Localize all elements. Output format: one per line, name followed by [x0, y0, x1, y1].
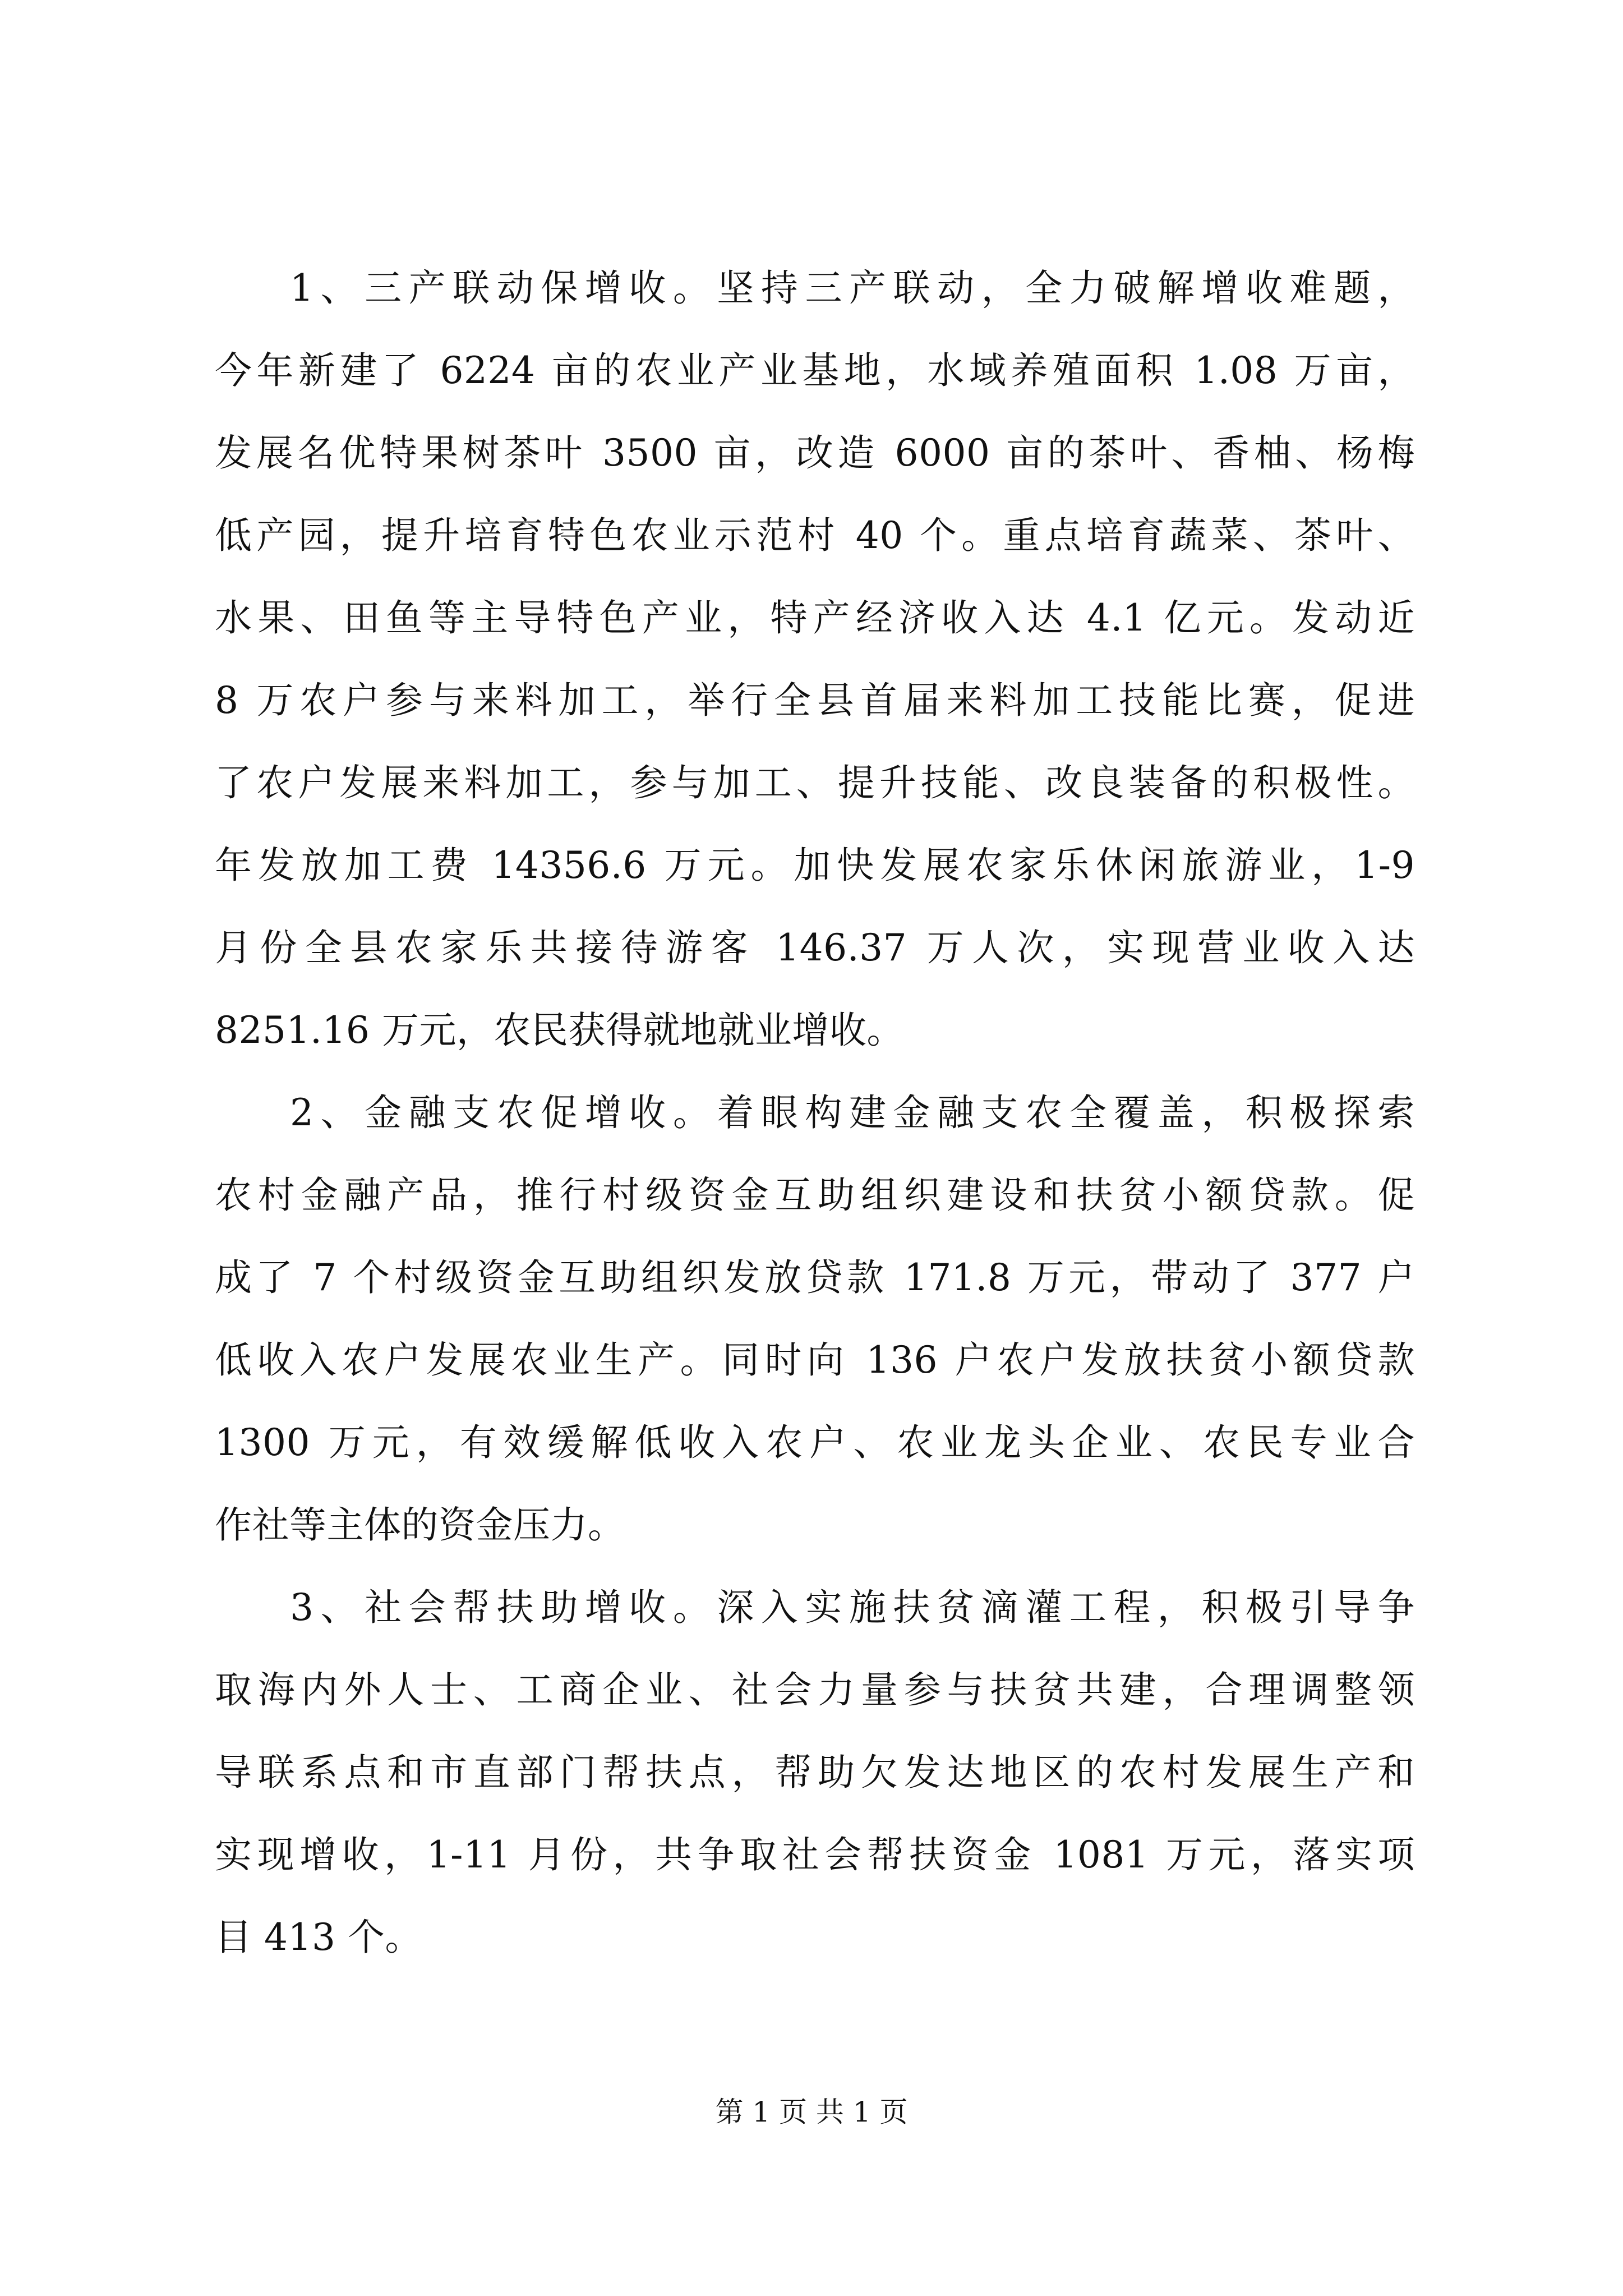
paragraph-line: 2、金融支农促增收。着眼构建金融支农全覆盖，积极探索 — [290, 1091, 1415, 1134]
paragraph-line: 月份全县农家乐共接待游客 146.37 万人次，实现营业收入达 — [215, 926, 1415, 969]
paragraph-2 — [215, 1071, 1415, 1566]
document-body — [215, 247, 1415, 1978]
page-footer: 第 1 页 共 1 页 — [715, 2096, 908, 2128]
paragraph-line: 8251.16 万元，农民获得就地就业增收。 — [215, 1009, 904, 1052]
paragraph-line: 发展名优特果树茶叶 3500 亩，改造 6000 亩的茶叶、香柚、杨梅 — [215, 431, 1415, 475]
paragraph-line: 1、三产联动保增收。坚持三产联动，全力破解增收难题， — [290, 266, 1415, 310]
paragraph-line: 目 413 个。 — [215, 1916, 422, 1959]
paragraph-line: 农村金融产品，推行村级资金互助组织建设和扶贫小额贷款。促 — [215, 1174, 1415, 1217]
paragraph-line: 1300 万元，有效缓解低收入农户、农业龙头企业、农民专业合 — [215, 1421, 1415, 1464]
paragraph-line: 3、社会帮扶助增收。深入实施扶贫滴灌工程，积极引导争 — [290, 1586, 1415, 1629]
paragraph-line: 低收入农户发展农业生产。同时向 136 户农户发放扶贫小额贷款 — [215, 1338, 1415, 1382]
paragraph-line: 年发放加工费 14356.6 万元。加快发展农家乐休闲旅游业，1-9 — [215, 844, 1415, 887]
paragraph-3 — [215, 1566, 1415, 1978]
paragraph-line: 今年新建了 6224 亩的农业产业基地，水域养殖面积 1.08 万亩， — [215, 349, 1415, 392]
paragraph-line: 成了 7 个村级资金互助组织发放贷款 171.8 万元，带动了 377 户 — [215, 1256, 1415, 1299]
paragraph-line: 低产园，提升培育特色农业示范村 40 个。重点培育蔬菜、茶叶、 — [215, 514, 1415, 557]
paragraph-1 — [215, 247, 1415, 1071]
paragraph-line: 8 万农户参与来料加工，举行全县首届来料加工技能比赛，促进 — [215, 679, 1415, 722]
paragraph-line: 导联系点和市直部门帮扶点，帮助欠发达地区的农村发展生产和 — [215, 1751, 1415, 1794]
paragraph-line: 实现增收，1-11 月份，共争取社会帮扶资金 1081 万元，落实项 — [215, 1833, 1415, 1876]
paragraph-line: 水果、田鱼等主导特色产业，特产经济收入达 4.1 亿元。发动近 — [215, 596, 1415, 639]
paragraph-line: 作社等主体的资金压力。 — [215, 1503, 625, 1547]
paragraph-line: 了农户发展来料加工，参与加工、提升技能、改良装备的积极性。 — [215, 761, 1415, 804]
paragraph-line: 取海内外人士、工商企业、社会力量参与扶贫共建，合理调整领 — [215, 1668, 1415, 1711]
